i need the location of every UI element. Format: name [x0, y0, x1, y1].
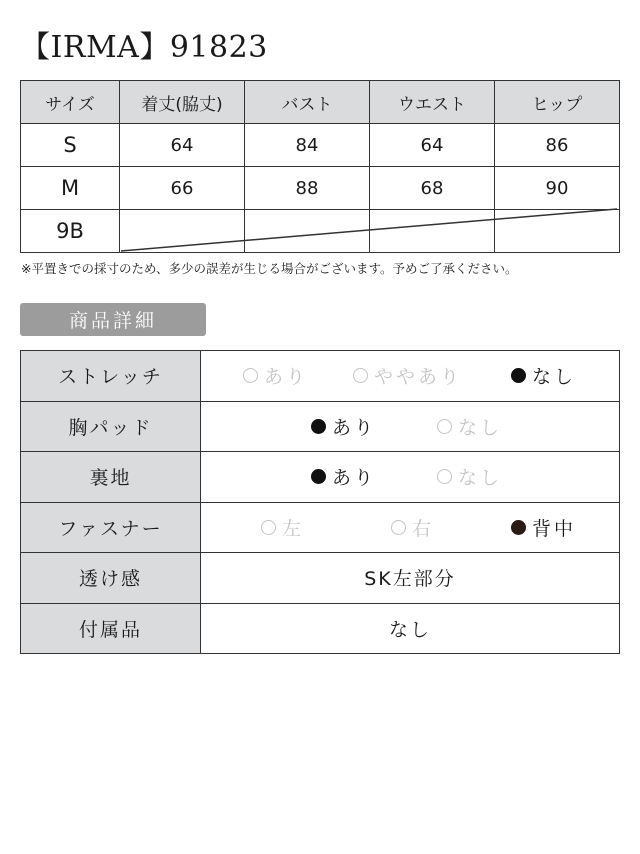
detail-row-fastener	[21, 502, 620, 553]
header-size: サイズ	[21, 81, 120, 124]
empty-circle-icon	[437, 419, 452, 434]
detail-row-lining	[21, 452, 620, 503]
option-label: なし	[458, 467, 503, 490]
details-table	[20, 350, 620, 654]
detail-row-pad	[21, 401, 620, 452]
detail-row-accessories	[21, 603, 620, 654]
empty-circle-icon	[353, 368, 368, 383]
detail-value	[201, 351, 620, 402]
empty-circle-icon	[243, 368, 258, 383]
option-nashi	[437, 413, 502, 440]
detail-value	[201, 452, 620, 503]
empty-circle-icon	[391, 520, 406, 535]
option-nashi	[437, 463, 502, 490]
detail-value	[201, 502, 620, 553]
table-row	[21, 124, 620, 167]
hip-cell: 86	[495, 124, 620, 167]
option-label: あり	[332, 416, 377, 439]
detail-value: なし	[201, 603, 620, 654]
detail-value	[201, 401, 620, 452]
option-yaya-ari	[353, 362, 511, 389]
size-cell: 9B	[21, 210, 120, 253]
table-row	[21, 210, 620, 253]
header-bust: バスト	[245, 81, 370, 124]
waist-cell	[370, 210, 495, 253]
option-label: ややあり	[374, 366, 463, 389]
empty-circle-icon	[437, 469, 452, 484]
size-table-header-row	[21, 81, 620, 124]
details-heading-badge: 商品詳細	[20, 303, 206, 336]
detail-label: 裏地	[21, 452, 201, 503]
header-hip: ヒップ	[495, 81, 620, 124]
size-cell: S	[21, 124, 120, 167]
measurement-note: ※平置きでの採寸のため、多少の誤差が生じる場合がございます。予めご了承ください。	[21, 261, 518, 276]
option-label: 右	[412, 517, 435, 540]
table-row	[21, 167, 620, 210]
option-label: なし	[458, 416, 503, 439]
option-label: 左	[282, 517, 305, 540]
filled-circle-icon	[511, 368, 526, 383]
waist-cell: 68	[370, 167, 495, 210]
waist-cell: 64	[370, 124, 495, 167]
hip-cell: 90	[495, 167, 620, 210]
option-ari	[243, 362, 353, 389]
length-cell: 64	[120, 124, 245, 167]
option-right	[391, 514, 511, 541]
detail-label: 付属品	[21, 603, 201, 654]
detail-value: SK左部分	[201, 553, 620, 604]
option-label: あり	[264, 366, 309, 389]
detail-row-sheer	[21, 553, 620, 604]
size-cell: M	[21, 167, 120, 210]
header-length: 着丈(脇丈)	[120, 81, 245, 124]
bust-cell: 88	[245, 167, 370, 210]
header-waist: ウエスト	[370, 81, 495, 124]
empty-circle-icon	[261, 520, 276, 535]
bust-cell: 84	[245, 124, 370, 167]
option-left	[261, 514, 391, 541]
size-table	[20, 80, 620, 253]
bust-cell	[245, 210, 370, 253]
option-label: なし	[532, 366, 577, 389]
filled-circle-icon	[511, 520, 526, 535]
filled-circle-icon	[311, 419, 326, 434]
detail-label: ストレッチ	[21, 351, 201, 402]
option-ari	[311, 413, 437, 440]
option-label: あり	[332, 467, 377, 490]
hip-cell	[495, 210, 620, 253]
length-cell: 66	[120, 167, 245, 210]
option-back-center	[511, 514, 576, 541]
length-cell	[120, 210, 245, 253]
detail-label: 透け感	[21, 553, 201, 604]
filled-circle-icon	[311, 469, 326, 484]
detail-label: 胸パッド	[21, 401, 201, 452]
option-ari	[311, 463, 437, 490]
option-label: 背中	[532, 517, 577, 540]
option-nashi	[511, 362, 576, 389]
page-title: 【IRMA】91823	[20, 30, 268, 65]
detail-label: ファスナー	[21, 502, 201, 553]
detail-row-stretch	[21, 351, 620, 402]
